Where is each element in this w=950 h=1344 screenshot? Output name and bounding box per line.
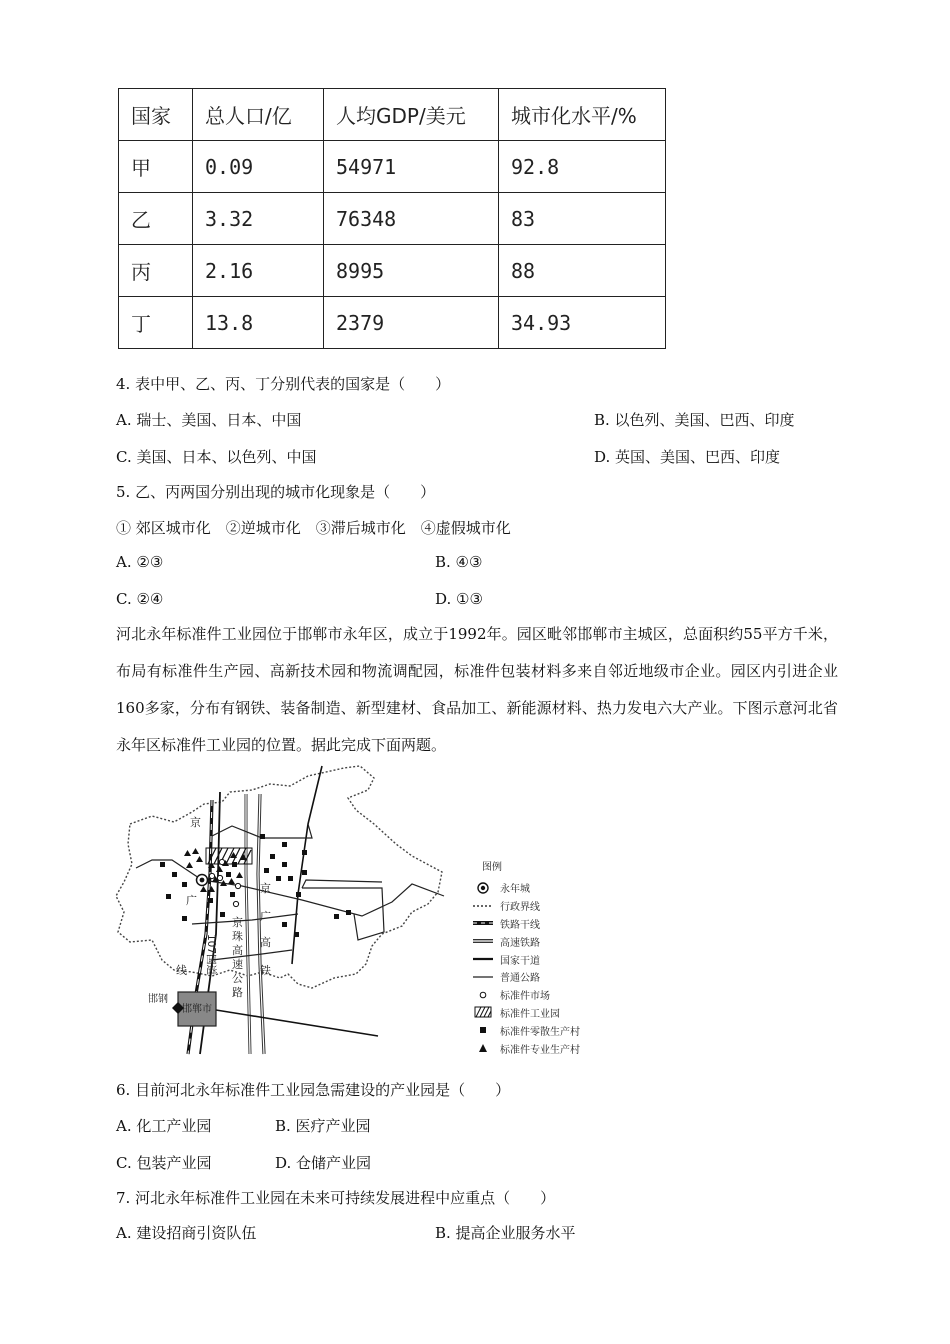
ordinary-road-line bbox=[302, 880, 382, 888]
table-cell: 76348 bbox=[324, 193, 499, 245]
scattered-villages bbox=[160, 834, 351, 937]
legend-item: 永年城 bbox=[472, 879, 580, 897]
question-7-stem: 7. 河北永年标准件工业园在未来可持续发展进程中应重点（ ） bbox=[116, 1189, 556, 1207]
national-road-line bbox=[216, 1010, 378, 1036]
map-label-jing: 京 bbox=[190, 816, 201, 829]
market-icon bbox=[472, 989, 494, 1001]
table-cell: 2379 bbox=[324, 297, 499, 349]
ordinary-road-line bbox=[302, 888, 384, 940]
yongnian-location-map bbox=[112, 764, 462, 1064]
table-cell: 83 bbox=[499, 193, 666, 245]
table-cell: 13.8 bbox=[193, 297, 324, 349]
table-header: 国家 bbox=[119, 89, 193, 141]
high-speed-rail-icon bbox=[472, 935, 494, 947]
option-a[interactable]: A. 瑞士、美国、日本、中国 bbox=[116, 411, 302, 429]
table-cell: 0.09 bbox=[193, 141, 324, 193]
svg-text:高: 高 bbox=[232, 944, 243, 957]
table-row bbox=[119, 193, 666, 245]
table-cell: 甲 bbox=[119, 141, 193, 193]
map-legend bbox=[472, 858, 580, 1057]
legend-item: 标准件专业生产村 bbox=[472, 1039, 580, 1057]
svg-text:京: 京 bbox=[232, 916, 243, 929]
table-header: 人均GDP/美元 bbox=[324, 89, 499, 141]
map-label-guang: 广 bbox=[186, 894, 197, 907]
table-header: 总人口/亿 bbox=[193, 89, 324, 141]
map-label-handan-city: 邯郸市 bbox=[182, 1004, 212, 1015]
option-d[interactable]: D. 仓储产业园 bbox=[275, 1154, 372, 1172]
industrial-park-icon bbox=[472, 1006, 494, 1018]
option-d[interactable]: D. 英国、美国、巴西、印度 bbox=[594, 448, 781, 466]
option-a[interactable]: A. 化工产业园 bbox=[116, 1117, 212, 1135]
map-label-jingguang-hsr bbox=[260, 881, 271, 977]
country-data-table bbox=[118, 88, 666, 349]
legend-item: 国家干道 bbox=[472, 950, 580, 968]
question-4-stem: 4. 表中甲、乙、丙、丁分别代表的国家是（ ） bbox=[116, 375, 451, 393]
table-cell: 3.32 bbox=[193, 193, 324, 245]
legend-item: 铁路干线 bbox=[472, 915, 580, 933]
legend-item: 标准件市场 bbox=[472, 986, 580, 1004]
table-header: 城市化水平/% bbox=[499, 89, 666, 141]
option-a[interactable]: A. 建设招商引资队伍 bbox=[116, 1224, 257, 1242]
legend-item: 标准件工业园 bbox=[472, 1004, 580, 1022]
ordinary-road-icon bbox=[472, 971, 494, 983]
option-b[interactable]: B. 以色列、美国、巴西、印度 bbox=[594, 411, 795, 429]
professional-village-icon bbox=[472, 1042, 494, 1054]
option-c[interactable]: C. 包装产业园 bbox=[116, 1154, 212, 1172]
legend-title: 图例 bbox=[482, 862, 502, 873]
table-cell: 8995 bbox=[324, 245, 499, 297]
table-cell: 丁 bbox=[119, 297, 193, 349]
option-c[interactable]: C. ②④ bbox=[116, 590, 164, 608]
admin-boundary-icon bbox=[472, 900, 494, 912]
table-cell: 92.8 bbox=[499, 141, 666, 193]
legend-item: 行政界线 bbox=[472, 897, 580, 915]
table-cell: 88 bbox=[499, 245, 666, 297]
question-5-stem: 5. 乙、丙两国分别出现的城市化现象是（ ） bbox=[116, 483, 436, 501]
national-road-icon bbox=[472, 953, 494, 965]
legend-item: 高速铁路 bbox=[472, 932, 580, 950]
option-c[interactable]: C. 美国、日本、以色列、中国 bbox=[116, 448, 317, 466]
ordinary-road-line bbox=[212, 950, 292, 960]
option-b[interactable]: B. 医疗产业园 bbox=[275, 1117, 371, 1135]
reading-passage: 河北永年标准件工业园位于邯郸市永年区，成立于1992年。园区毗邻邯郸市主城区，总面积约55平方千米，布局有标准件生产园、高新技术园和物流调配园，标准件包装材料多来自邻近地级市企业。园区内引进企业160多家，分布有钢铁、装备制造、新型建材、食品加工、新能源材料、热力发电六大产业。下图示意河北省永年区标准件工业园的位置。据此完成下面两题。 bbox=[116, 625, 838, 754]
svg-text:京: 京 bbox=[260, 882, 271, 895]
svg-text:路: 路 bbox=[232, 986, 243, 999]
scattered-village-icon bbox=[472, 1024, 494, 1036]
option-b[interactable]: B. ④③ bbox=[435, 553, 483, 571]
table-row bbox=[119, 141, 666, 193]
svg-text:铁: 铁 bbox=[260, 964, 271, 977]
svg-text:广: 广 bbox=[260, 910, 271, 923]
map-label-xian: 线 bbox=[176, 964, 187, 977]
svg-text:公: 公 bbox=[232, 972, 243, 985]
table-cell: 54971 bbox=[324, 141, 499, 193]
table-cell: 2.16 bbox=[193, 245, 324, 297]
railway-icon bbox=[472, 917, 494, 929]
ordinary-road-line bbox=[136, 860, 202, 880]
option-b[interactable]: B. 提高企业服务水平 bbox=[435, 1224, 576, 1242]
question-5-items: ① 郊区城市化 ②逆城市化 ③滞后城市化 ④虚假城市化 bbox=[116, 519, 511, 537]
table-row bbox=[119, 297, 666, 349]
option-d[interactable]: D. ①③ bbox=[435, 590, 483, 608]
legend-item: 普通公路 bbox=[472, 968, 580, 986]
yongnian-city-icon bbox=[472, 882, 494, 894]
svg-text:珠: 珠 bbox=[232, 930, 243, 943]
table-cell: 丙 bbox=[119, 245, 193, 297]
svg-text:高: 高 bbox=[260, 936, 271, 949]
table-cell: 34.93 bbox=[499, 297, 666, 349]
legend-item: 标准件零散生产村 bbox=[472, 1021, 580, 1039]
map-label-handan-steel: 邯钢 bbox=[148, 994, 168, 1005]
question-6-stem: 6. 目前河北永年标准件工业园急需建设的产业园是（ ） bbox=[116, 1081, 511, 1099]
map-label-guodao-107: 107国道 bbox=[205, 934, 217, 976]
svg-text:速: 速 bbox=[232, 958, 243, 971]
table-cell: 乙 bbox=[119, 193, 193, 245]
option-a[interactable]: A. ②③ bbox=[116, 553, 164, 571]
table-row bbox=[119, 245, 666, 297]
table-header-row bbox=[119, 89, 666, 141]
